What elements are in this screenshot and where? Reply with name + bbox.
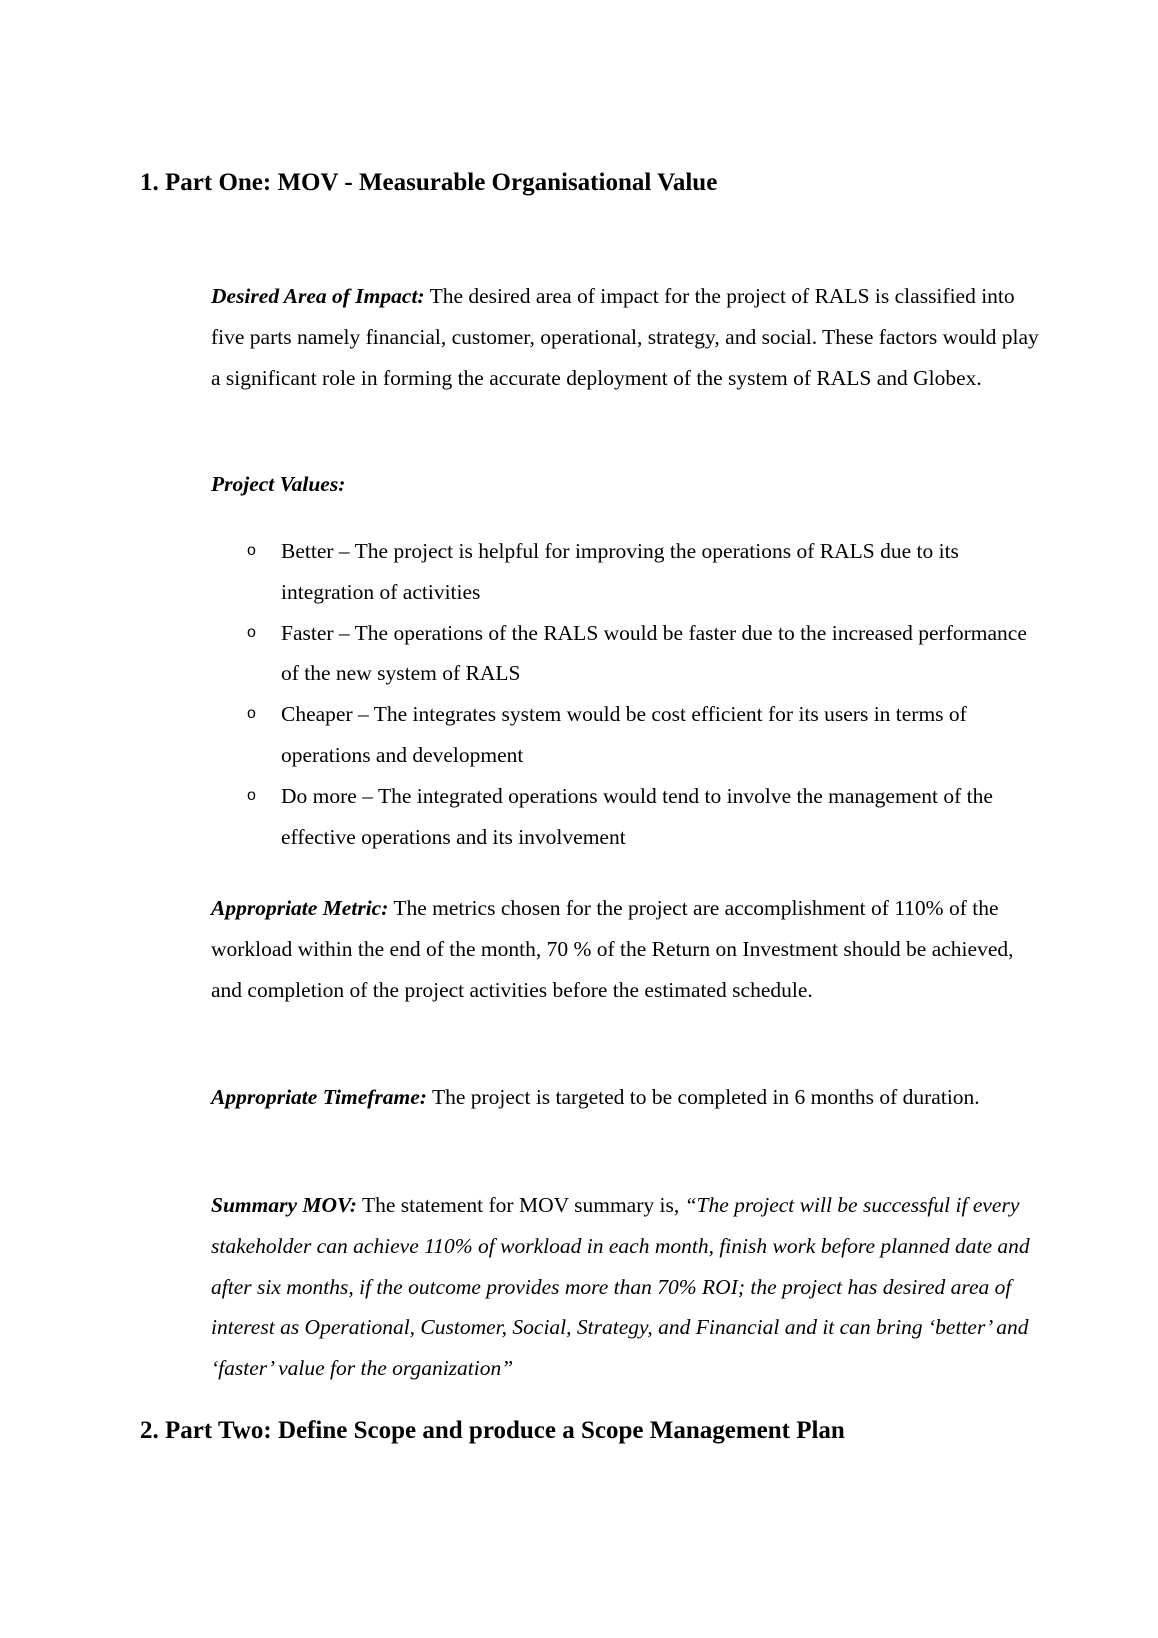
project-values-list bbox=[211, 531, 1041, 857]
part-one-heading: 1. Part One: MOV - Measurable Organisational Value bbox=[140, 169, 718, 196]
summary-quote: “The project will be successful if every stakeholder can achieve 110% of workload in each month, finish work before planned date and after six months, if the outcome provides more than 70% ROI; the project has desired area of interest as Operational, Customer, Social, Strategy, and Financial and it can bring ‘better’ and ‘faster’ value for the organization” bbox=[211, 1193, 1030, 1381]
list-item-text: Cheaper – The integrates system would be cost efficient for its users in terms of operations and development bbox=[281, 702, 967, 767]
timeframe-paragraph bbox=[211, 1077, 1041, 1118]
list-item-text: Better – The project is helpful for improving the operations of RALS due to its integration of activities bbox=[281, 539, 959, 604]
list-item-text: Faster – The operations of the RALS would be faster due to the increased performance of the new system of RALS bbox=[281, 620, 1027, 686]
bullet-icon: o bbox=[247, 786, 256, 804]
metric-text: The metrics chosen for the project are accomplishment of 110% of the workload within the end of the month, 70 % of the Return on Investment should be achieved, and completion of the project activities before the estimated schedule. bbox=[211, 896, 1014, 1002]
list-item bbox=[211, 694, 1041, 776]
summary-label: Summary MOV: bbox=[211, 1193, 357, 1217]
list-item bbox=[211, 613, 1041, 695]
bullet-icon: o bbox=[247, 623, 256, 641]
metric-paragraph bbox=[211, 888, 1041, 1010]
desired-area-text: The desired area of impact for the project of RALS is classified into five parts namely financial, customer, operational, strategy, and social. These factors would play a significant role in forming the accurate deployment of the system of RALS and Globex. bbox=[211, 284, 1039, 390]
list-item bbox=[211, 531, 1041, 613]
timeframe-label: Appropriate Timeframe: bbox=[211, 1085, 427, 1109]
bullet-icon: o bbox=[247, 542, 256, 559]
list-item bbox=[211, 776, 1041, 858]
summary-text: The statement for MOV summary is, bbox=[356, 1193, 685, 1217]
timeframe-text: The project is targeted to be completed in 6 months of duration. bbox=[426, 1085, 980, 1109]
project-values-label: Project Values: bbox=[211, 472, 346, 496]
desired-area-label: Desired Area of Impact: bbox=[211, 284, 425, 308]
metric-label: Appropriate Metric: bbox=[211, 896, 389, 920]
desired-area-paragraph bbox=[211, 276, 1041, 398]
part-two-heading: 2. Part Two: Define Scope and produce a Scope Management Plan bbox=[140, 1417, 845, 1444]
list-item-text: Do more – The integrated operations would tend to involve the management of the effective operations and its involvement bbox=[281, 783, 993, 849]
project-values-paragraph bbox=[211, 464, 1041, 505]
summary-paragraph bbox=[211, 1185, 1041, 1389]
bullet-icon: o bbox=[247, 705, 256, 723]
